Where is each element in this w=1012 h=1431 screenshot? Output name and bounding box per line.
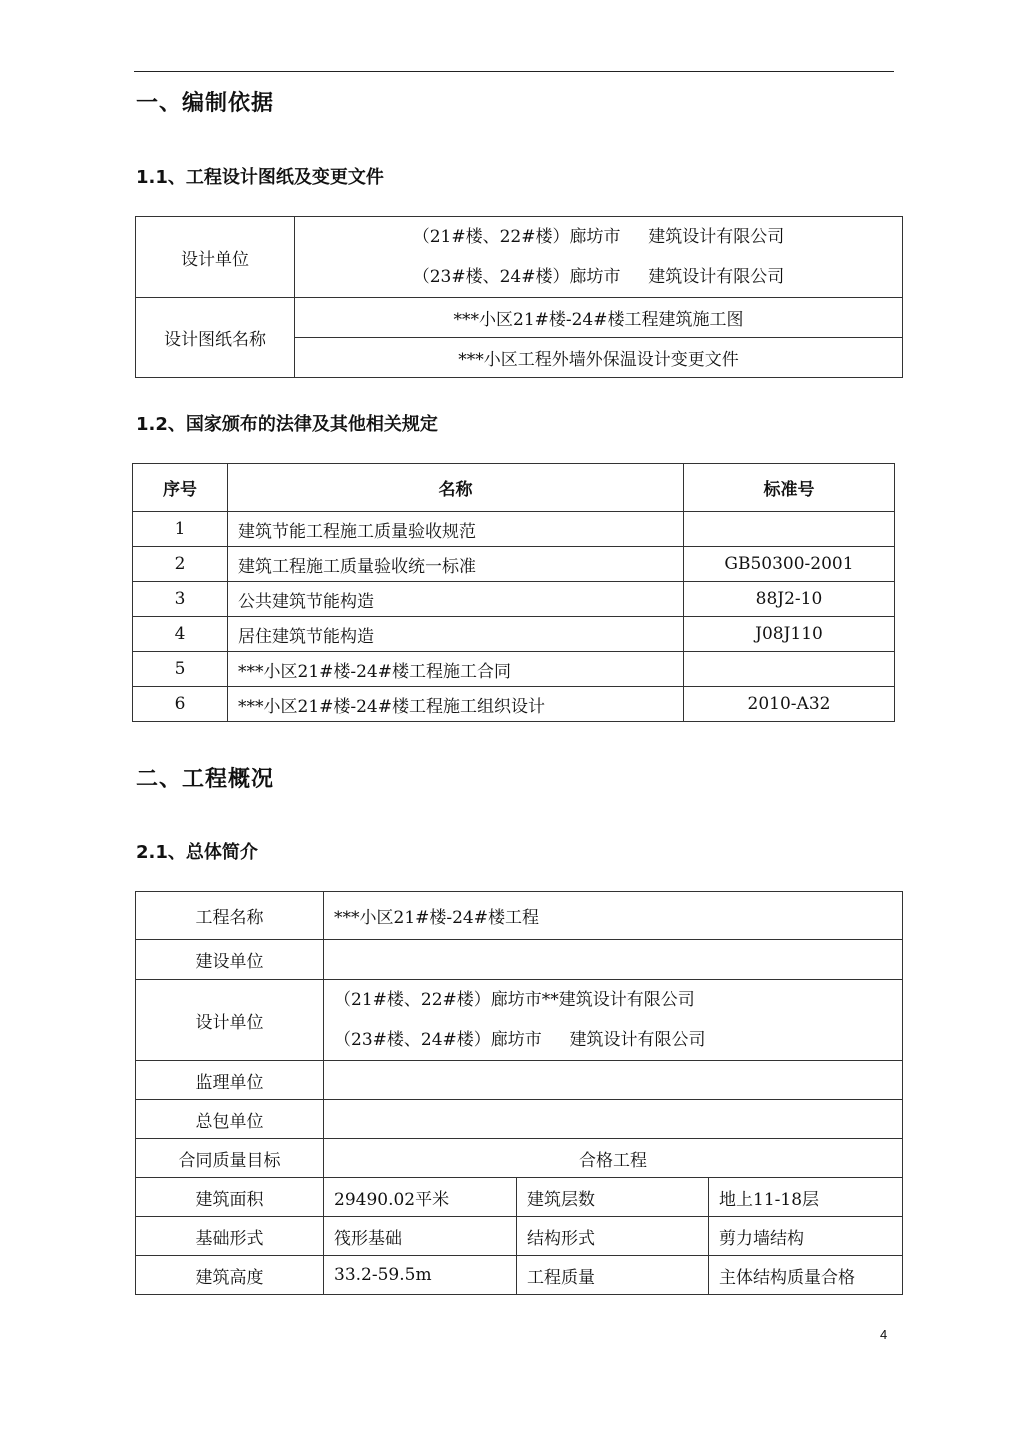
row-code: 2010-A32 <box>684 687 895 722</box>
design-unit-cell <box>324 980 903 1061</box>
row-code <box>684 512 895 547</box>
drawing-2: ***小区工程外墙外保温设计变更文件 <box>295 338 903 378</box>
table-row <box>133 512 895 547</box>
foundation-value: 筏形基础 <box>324 1217 517 1256</box>
area-label: 建筑面积 <box>136 1178 324 1217</box>
table-row <box>133 547 895 582</box>
row-no: 3 <box>133 582 228 617</box>
row-name: 建筑节能工程施工质量验收规范 <box>228 512 684 547</box>
section1-1-title: 1.1、工程设计图纸及变更文件 <box>136 167 384 188</box>
contractor-label: 总包单位 <box>136 1100 324 1139</box>
floors-label: 建筑层数 <box>517 1178 709 1217</box>
design-unit-line-2: （23#楼、24#楼）廊坊市 建筑设计有限公司 <box>412 267 785 287</box>
supervisor-value <box>324 1061 903 1100</box>
design-unit-cell <box>295 217 903 298</box>
table-row <box>133 617 895 652</box>
section2-title: 二、工程概况 <box>136 767 275 792</box>
height-value: 33.2-59.5m <box>324 1256 517 1295</box>
quality-target-label: 合同质量目标 <box>136 1139 324 1178</box>
height-label: 建筑高度 <box>136 1256 324 1295</box>
row-name: ***小区21#楼-24#楼工程施工组织设计 <box>228 687 684 722</box>
quality-target-value: 合格工程 <box>324 1139 903 1178</box>
design-unit-label: 设计单位 <box>136 980 324 1061</box>
quality-value: 主体结构质量合格 <box>709 1256 903 1295</box>
design-unit-line-2: （23#楼、24#楼）廊坊市 建筑设计有限公司 <box>334 1030 706 1050</box>
project-name-label: 工程名称 <box>136 892 324 940</box>
project-name: ***小区21#楼-24#楼工程 <box>324 892 903 940</box>
floors-value: 地上11-18层 <box>709 1178 903 1217</box>
row-no: 5 <box>133 652 228 687</box>
row-no: 1 <box>133 512 228 547</box>
row-code: 88J2-10 <box>684 582 895 617</box>
design-docs-table <box>135 216 903 378</box>
table-row <box>133 582 895 617</box>
row-name: 建筑工程施工质量验收统一标准 <box>228 547 684 582</box>
builder-label: 建设单位 <box>136 940 324 980</box>
section2-1-title: 2.1、总体简介 <box>136 842 258 863</box>
structure-label: 结构形式 <box>517 1217 709 1256</box>
row-code: GB50300-2001 <box>684 547 895 582</box>
section1-2-title: 1.2、国家颁布的法律及其他相关规定 <box>136 414 438 435</box>
drawing-1: ***小区21#楼-24#楼工程建筑施工图 <box>295 298 903 338</box>
builder-value <box>324 940 903 980</box>
header-no: 序号 <box>133 464 228 512</box>
row-no: 6 <box>133 687 228 722</box>
row-no: 4 <box>133 617 228 652</box>
supervisor-label: 监理单位 <box>136 1061 324 1100</box>
quality-label: 工程质量 <box>517 1256 709 1295</box>
row-code <box>684 652 895 687</box>
design-unit-line-1: （21#楼、22#楼）廊坊市 建筑设计有限公司 <box>412 227 785 247</box>
contractor-value <box>324 1100 903 1139</box>
table-row <box>133 652 895 687</box>
section1-title: 一、编制依据 <box>136 91 275 116</box>
header-rule <box>134 71 894 72</box>
header-code: 标准号 <box>684 464 895 512</box>
row-name: 居住建筑节能构造 <box>228 617 684 652</box>
row-name: ***小区21#楼-24#楼工程施工合同 <box>228 652 684 687</box>
regulations-table <box>132 463 895 722</box>
row-no: 2 <box>133 547 228 582</box>
header-name: 名称 <box>228 464 684 512</box>
row-code: J08J110 <box>684 617 895 652</box>
design-unit-line-1: （21#楼、22#楼）廊坊市**建筑设计有限公司 <box>334 990 695 1010</box>
page-number: 4 <box>880 1327 888 1342</box>
drawings-label: 设计图纸名称 <box>136 298 295 378</box>
foundation-label: 基础形式 <box>136 1217 324 1256</box>
table-row <box>133 687 895 722</box>
structure-value: 剪力墙结构 <box>709 1217 903 1256</box>
row-name: 公共建筑节能构造 <box>228 582 684 617</box>
overview-table <box>135 891 903 1295</box>
design-unit-label: 设计单位 <box>136 217 295 298</box>
area-value: 29490.02平米 <box>324 1178 517 1217</box>
